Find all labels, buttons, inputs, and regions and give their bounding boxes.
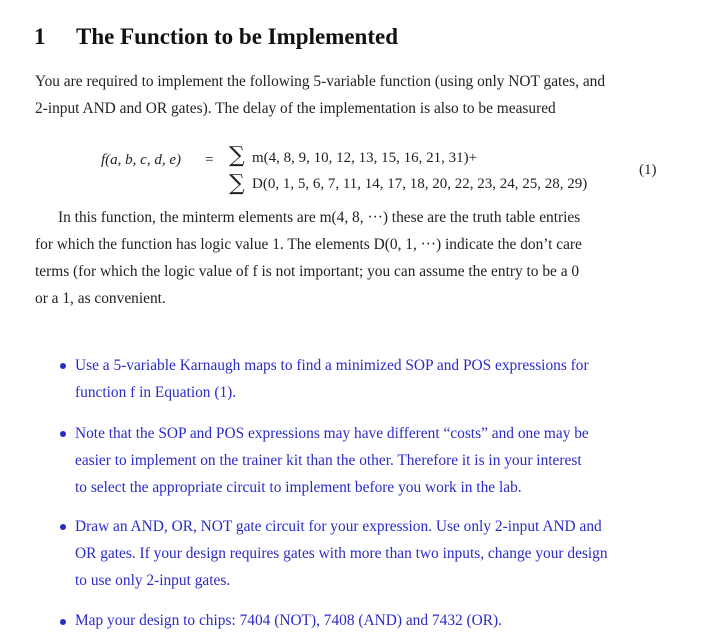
bullet-dot xyxy=(60,363,66,369)
para2-line-3: terms (for which the logic value of f is not important; you can assume the entry to be a 0 xyxy=(35,263,580,280)
bullet-dot xyxy=(60,619,66,625)
equation-lhs: f(a, b, c, d, e) xyxy=(101,152,181,168)
list-item: OR gates. If your design requires gates with more than two inputs, change your design xyxy=(75,545,608,562)
list-item: to use only 2-input gates. xyxy=(75,572,231,589)
equation-equals: = xyxy=(205,152,214,168)
section-number: 1 xyxy=(34,24,46,49)
sigma-symbol: ∑ xyxy=(229,171,245,196)
sigma-symbol: ∑ xyxy=(229,143,245,168)
list-item: function f in Equation (1). xyxy=(75,384,237,401)
list-item: easier to implement on the trainer kit than the other. Therefore it is in your interest xyxy=(75,452,582,469)
intro-line-1: You are required to implement the following 5-variable function (using only NOT gates, and xyxy=(35,73,606,90)
para2-line-1: In this function, the minterm elements are m(4, 8, ···) these are the truth table entries xyxy=(58,209,581,226)
para2-line-2: for which the function has logic value 1. The elements D(0, 1, ···) indicate the don’t care xyxy=(35,236,582,253)
equation-minterms: m(4, 8, 9, 10, 12, 13, 15, 16, 21, 31)+ xyxy=(252,150,478,166)
equation-dontcares: D(0, 1, 5, 6, 7, 11, 14, 17, 18, 20, 22, 23, 24, 25, 28, 29) xyxy=(252,176,588,192)
intro-line-2: 2-input AND and OR gates). The delay of the implementation is also to be measured xyxy=(35,100,556,117)
list-item: Map your design to chips: 7404 (NOT), 7408 (AND) and 7432 (OR). xyxy=(75,612,503,629)
list-item: Use a 5-variable Karnaugh maps to find a minimized SOP and POS expressions for xyxy=(75,357,589,374)
section-title: The Function to be Implemented xyxy=(76,24,398,49)
equation-number: (1) xyxy=(639,162,657,178)
list-item: Note that the SOP and POS expressions may have different “costs” and one may be xyxy=(75,425,589,442)
bullet-dot xyxy=(60,524,66,530)
bullet-dot xyxy=(60,431,66,437)
list-item: to select the appropriate circuit to implement before you work in the lab. xyxy=(75,479,522,496)
para2-line-4: or a 1, as convenient. xyxy=(35,290,166,307)
list-item: Draw an AND, OR, NOT gate circuit for your expression. Use only 2-input AND and xyxy=(75,518,602,535)
